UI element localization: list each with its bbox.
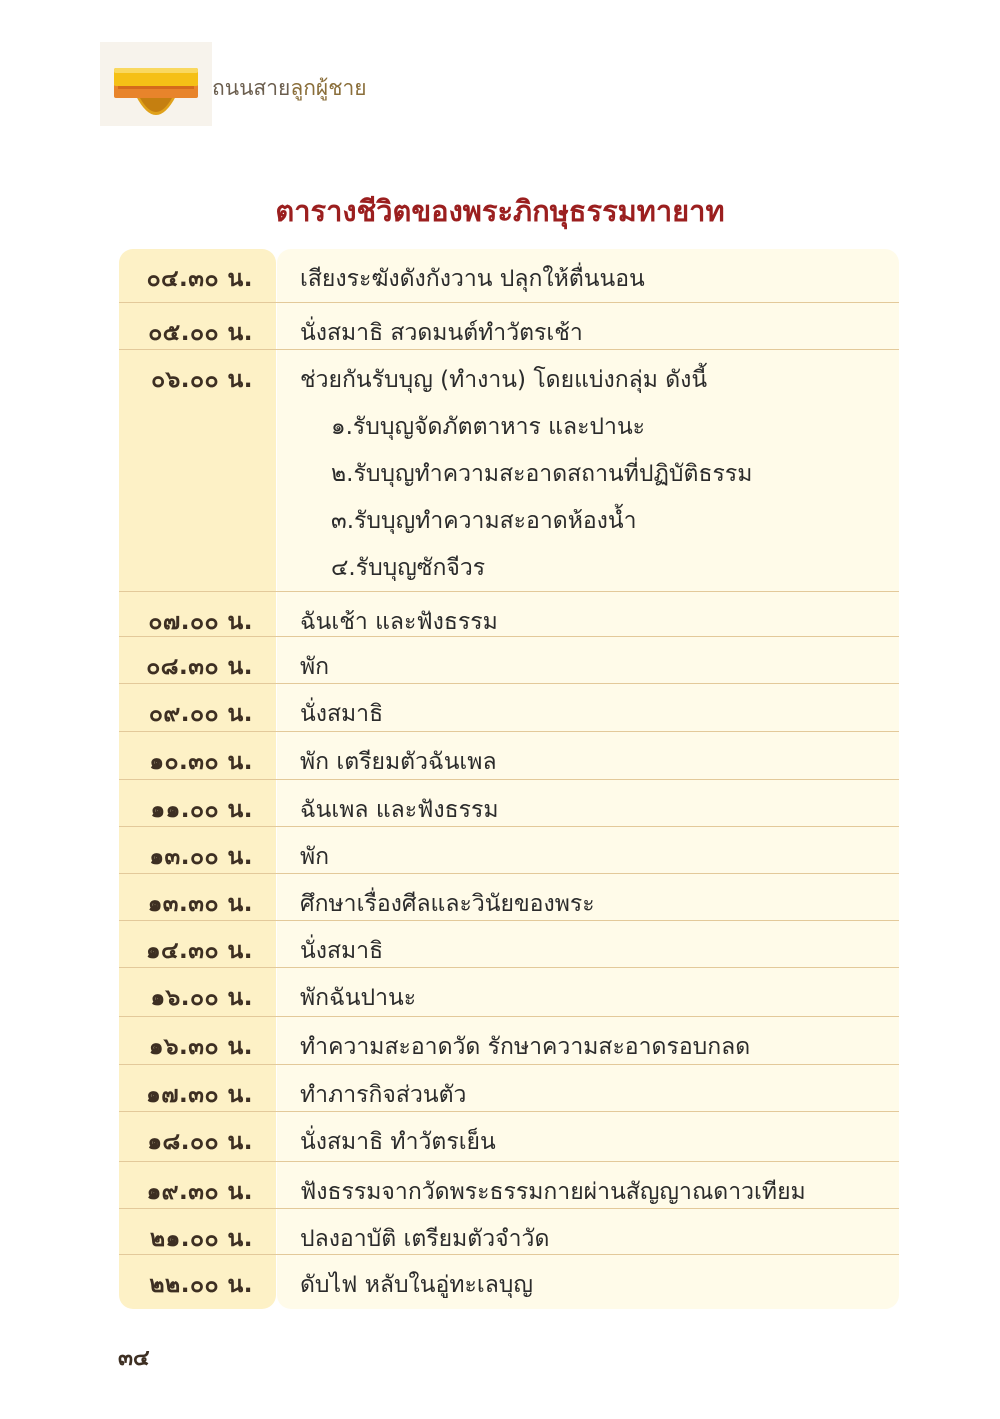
row-time: ๑๔.๓๐ น. xyxy=(146,938,253,964)
table-row xyxy=(119,780,899,827)
row-time: ๒๒.๐๐ น. xyxy=(149,1272,253,1298)
table-row xyxy=(119,592,899,637)
row-time: ๐๗.๐๐ น. xyxy=(148,609,253,635)
row-time: ๐๘.๓๐ น. xyxy=(146,654,253,680)
table-row xyxy=(119,350,899,592)
row-activity: เสียงระฆังดังกังวาน ปลุกให้ตื่นนอน xyxy=(300,266,645,292)
section-title xyxy=(212,72,367,105)
table-row xyxy=(119,303,899,350)
row-activity: ดับไฟ หลับในอู่ทะเลบุญ xyxy=(300,1272,533,1298)
sub-item: ๓.รับบุญทำความสะอาดห้องน้ำ xyxy=(331,508,637,534)
row-activity: นั่งสมาธิ ทำวัตรเย็น xyxy=(300,1129,496,1155)
section-title-bold: ลูกผู้ชาย xyxy=(290,76,367,100)
table-row xyxy=(119,1162,899,1209)
table-row xyxy=(119,637,899,684)
row-time: ๑๖.๐๐ น. xyxy=(150,985,253,1011)
row-activity: นั่งสมาธิ สวดมนต์ทำวัตรเช้า xyxy=(300,320,583,346)
book-icon xyxy=(100,42,212,126)
section-title-prefix: ถนนสาย xyxy=(212,76,291,100)
row-time: ๑๑.๐๐ น. xyxy=(150,797,253,823)
running-header xyxy=(100,42,400,126)
table-row xyxy=(119,684,899,732)
table-row xyxy=(119,1017,899,1065)
sub-item: ๔.รับบุญซักจีวร xyxy=(331,555,486,581)
table-row xyxy=(119,1255,899,1309)
row-time: ๒๑.๐๐ น. xyxy=(149,1226,253,1252)
row-time: ๑๓.๐๐ น. xyxy=(149,844,253,870)
row-activity: ปลงอาบัติ เตรียมตัวจำวัด xyxy=(300,1226,550,1252)
table-row xyxy=(119,1065,899,1112)
row-time: ๐๕.๐๐ น. xyxy=(148,320,253,346)
row-activity: ฉันเพล และฟังธรรม xyxy=(300,797,499,823)
row-activity: ศึกษาเรื่องศีลและวินัยของพระ xyxy=(300,891,595,917)
row-activity: นั่งสมาธิ xyxy=(300,938,384,964)
sub-item: ๑.รับบุญจัดภัตตาหาร และปานะ xyxy=(331,414,646,440)
row-time: ๑๓.๓๐ น. xyxy=(147,891,253,917)
row-activity: ทำความสะอาดวัด รักษาความสะอาดรอบกลด xyxy=(300,1034,751,1060)
row-time: ๐๙.๐๐ น. xyxy=(148,701,253,727)
page-number: ๓๔ xyxy=(118,1346,150,1371)
table-row xyxy=(119,968,899,1017)
table-row xyxy=(119,921,899,968)
row-time: ๐๖.๐๐ น. xyxy=(151,367,253,393)
sub-item: ๒.รับบุญทำความสะอาดสถานที่ปฏิบัติธรรม xyxy=(331,461,753,487)
row-activity: ฉันเช้า และฟังธรรม xyxy=(300,609,498,635)
table-row xyxy=(119,874,899,921)
table-row xyxy=(119,1209,899,1255)
row-time: ๑๗.๓๐ น. xyxy=(146,1082,253,1108)
table-row xyxy=(119,249,899,303)
row-activity: พัก xyxy=(300,654,330,680)
row-activity: ทำภารกิจส่วนตัว xyxy=(300,1082,467,1108)
page-title: ตารางชีวิตของพระภิกษุธรรมทายาท xyxy=(275,194,725,228)
schedule-table xyxy=(119,249,899,1309)
row-activity: นั่งสมาธิ xyxy=(300,701,384,727)
table-row xyxy=(119,732,899,780)
row-activity: พัก xyxy=(300,844,330,870)
row-activity: ฟังธรรมจากวัดพระธรรมกายผ่านสัญญาณดาวเทียม xyxy=(300,1179,806,1205)
row-time: ๑๙.๓๐ น. xyxy=(146,1179,253,1205)
row-time: ๑๐.๓๐ น. xyxy=(149,749,253,775)
table-row xyxy=(119,827,899,874)
row-time: ๑๘.๐๐ น. xyxy=(147,1129,253,1155)
table-row xyxy=(119,1112,899,1162)
row-activity: พัก เตรียมตัวฉันเพล xyxy=(300,749,497,775)
row-activity: พักฉันปานะ xyxy=(300,985,417,1011)
row-time: ๐๔.๓๐ น. xyxy=(146,266,253,292)
row-activity: ช่วยกันรับบุญ (ทำงาน) โดยแบ่งกลุ่ม ดังนี้ xyxy=(300,367,708,393)
row-time: ๑๖.๓๐ น. xyxy=(148,1034,253,1060)
